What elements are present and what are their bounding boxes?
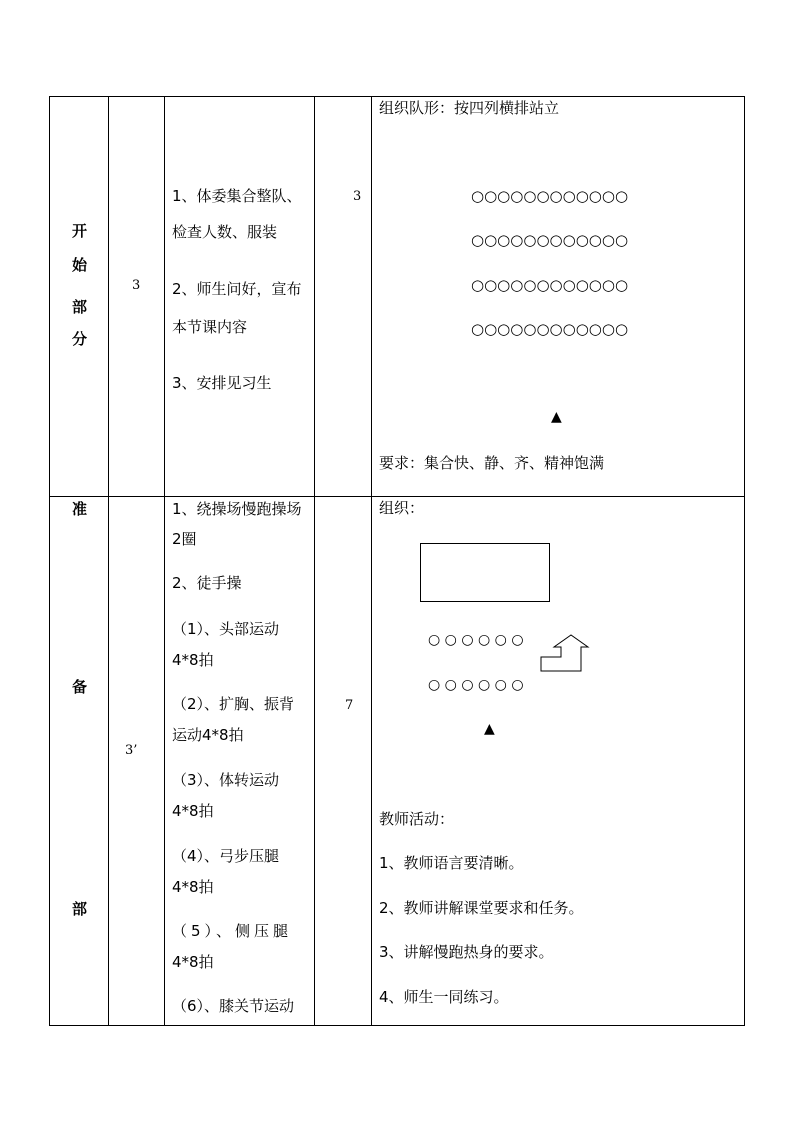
formation-row: ○○○○○○○○○○○○ [471, 231, 629, 249]
col-divider-4 [371, 96, 372, 1026]
section1-times: 3 [132, 278, 141, 293]
section2-org-title: 组织： [379, 499, 425, 517]
row-divider [49, 496, 745, 497]
turn-arrow-icon [538, 632, 592, 674]
teacher-activity-item: 1、教师语言要清晰。 [379, 854, 524, 872]
section2-content-line: 4*8拍 [172, 953, 214, 971]
section1-requirement: 要求：集合快、静、齐、精神饱满 [379, 454, 605, 472]
section1-content-line: 检查人数、服装 [172, 223, 278, 241]
section2-label-char-2: 备 [72, 678, 88, 696]
table-top-border [49, 96, 745, 97]
section2-content-line: 2、徒手操 [172, 574, 242, 592]
section2-times: 3’ [125, 743, 138, 758]
section2-label-char-1: 准 [72, 500, 88, 518]
section2-content-line: （4）、弓步压腿 [172, 847, 280, 865]
teacher-activity-item: 2、教师讲解课堂要求和任务。 [379, 899, 584, 917]
table-left-border [49, 96, 50, 1026]
section2-content-line: 2圈 [172, 530, 197, 548]
col-divider-1 [108, 96, 109, 1026]
section2-content-line: 4*8拍 [172, 802, 214, 820]
section1-label-char-3: 部 [72, 298, 88, 316]
section2-label-char-3: 部 [72, 900, 88, 918]
section2-content-line: 4*8拍 [172, 651, 214, 669]
col-divider-3 [314, 96, 315, 1026]
section1-content-line: 3、安排见习生 [172, 374, 272, 392]
col-divider-2 [164, 96, 165, 1026]
section1-count: 3 [353, 189, 362, 204]
table-bottom-border [49, 1025, 745, 1026]
section2-content-line: 1、绕操场慢跑操场 [172, 500, 302, 518]
teacher-activity-title: 教师活动： [379, 810, 455, 828]
section1-org-title: 组织队形：按四列横排站立 [379, 99, 560, 117]
section1-label-char-1: 开 [72, 222, 88, 240]
section1-label-char-2: 始 [72, 256, 88, 274]
teacher-triangle-icon: ▲ [551, 409, 562, 425]
section2-count: 7 [345, 698, 354, 713]
section1-label-char-4: 分 [72, 330, 88, 348]
section2-content-line: 4*8拍 [172, 878, 214, 896]
section2-content-line: （2）、扩胸、振背 [172, 695, 295, 713]
teacher-activity-item: 3、讲解慢跑热身的要求。 [379, 943, 554, 961]
section1-content-line: 本节课内容 [172, 318, 248, 336]
section2-content-line: 运动4*8拍 [172, 726, 244, 744]
section1-content-line: 2、师生问好，宣布 [172, 280, 302, 298]
section2-content-line: （6）、膝关节运动 [172, 997, 295, 1015]
formation-row: ○ ○ ○ ○ ○ ○ [428, 632, 524, 648]
teacher-triangle-icon: ▲ [484, 721, 495, 737]
teacher-activity-item: 4、师生一同练习。 [379, 988, 509, 1006]
section2-content-line: （1）、头部运动 [172, 620, 280, 638]
formation-row: ○○○○○○○○○○○○ [471, 320, 629, 338]
formation-row: ○○○○○○○○○○○○ [471, 276, 629, 294]
table-right-border [744, 96, 745, 1026]
field-rectangle [420, 543, 550, 602]
section2-content-line: （3）、体转运动 [172, 771, 280, 789]
section1-content-line: 1、体委集合整队、 [172, 187, 302, 205]
formation-row: ○○○○○○○○○○○○ [471, 187, 629, 205]
section2-content-line: （5）、侧压腿 [172, 922, 293, 940]
formation-row: ○ ○ ○ ○ ○ ○ [428, 677, 524, 693]
